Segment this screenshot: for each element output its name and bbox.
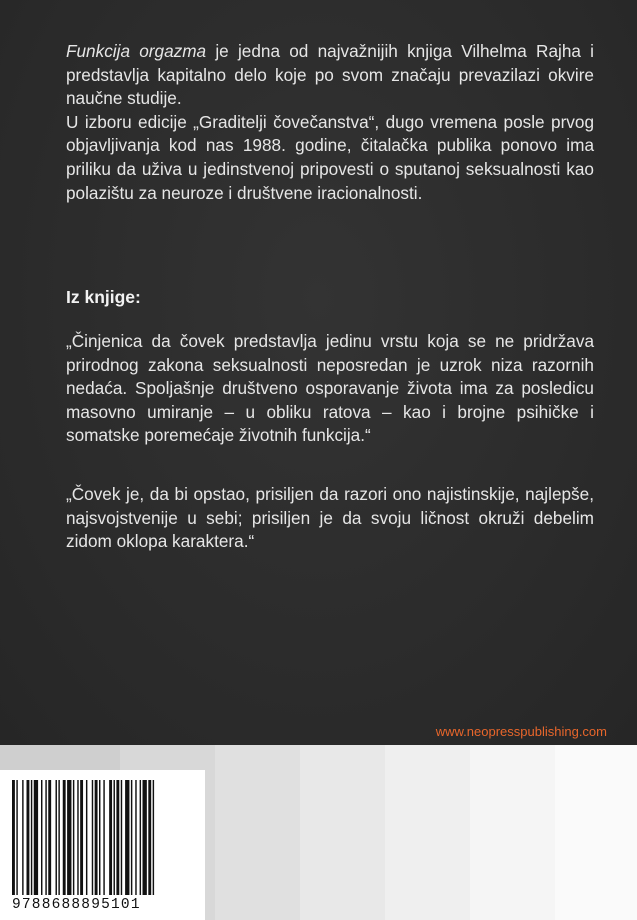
intro-text bbox=[66, 40, 594, 205]
barcode-bar bbox=[95, 780, 98, 895]
barcode-bar bbox=[103, 780, 104, 895]
intro-paragraph-1-rest: je jedna od najvažnijih knjiga Vilhelma Rajha i predstavlja kapitalno delo koje po svom značaju prevazilazi okvire naučne studije. bbox=[66, 41, 594, 109]
barcode-bar bbox=[41, 780, 42, 895]
publisher-website: www.neopresspublishing.com bbox=[435, 724, 607, 739]
barcode-bar bbox=[121, 780, 122, 895]
barcode-bar bbox=[31, 780, 32, 895]
stripe bbox=[215, 745, 300, 920]
barcode-bar bbox=[116, 780, 119, 895]
barcode-bar bbox=[109, 780, 112, 895]
barcode-bar bbox=[140, 780, 141, 895]
barcode-bars bbox=[12, 780, 198, 895]
barcode-bar bbox=[143, 780, 147, 895]
quote-1-text: „Činjenica da čovek predstavlja jedinu vrstu koja se ne pridržava prirodnog zakona seksualnosti neposredan je uzrok niza razornih nedaća. Spoljašnje društveno osporavanje života ima za posledicu masovno umiranje – u obliku ratova – kao i brojne psihičke i somatske poremećaje životnih funkcija.“ bbox=[66, 331, 594, 446]
book-title-italic: Funkcija orgazma bbox=[66, 41, 207, 61]
barcode-bar bbox=[114, 780, 115, 895]
stripe bbox=[385, 745, 470, 920]
barcode-bar bbox=[45, 780, 46, 895]
isbn-number: 9788688895101 bbox=[12, 897, 141, 913]
intro-paragraph-2: U izboru edicije „Graditelji čovečanstva“, dugo vremena posle prvog objavljivanja kod nas 1988. godine, čitalačka publika ponovo ima priliku da uživa u jedinstvenoj pripovesti o sputanoj seksualnosti kao polazištu za neuroze i društvene iracionalnosti. bbox=[66, 111, 594, 203]
barcode-bar bbox=[16, 780, 17, 895]
barcode-bar bbox=[67, 780, 71, 895]
barcode-bar bbox=[135, 780, 136, 895]
section-heading: Iz knjige: bbox=[66, 287, 141, 307]
barcode-bar bbox=[80, 780, 83, 895]
stripe bbox=[555, 745, 637, 920]
quote-1 bbox=[66, 330, 594, 448]
quote-2-text: „Čovek je, da bi opstao, prisiljen da razori ono najistinskije, najlepše, najsvojstvenije u sebi; prisiljen je da svoju ličnost okruži debelim zidom oklopa karaktera.“ bbox=[66, 484, 594, 552]
barcode-bar bbox=[131, 780, 132, 895]
barcode-bar bbox=[86, 780, 87, 895]
quote-2 bbox=[66, 483, 594, 554]
barcode-bar bbox=[153, 780, 154, 895]
barcode-bar bbox=[99, 780, 100, 895]
barcode-bar bbox=[92, 780, 93, 895]
stripe bbox=[470, 745, 555, 920]
barcode-bar bbox=[125, 780, 129, 895]
stripe bbox=[300, 745, 385, 920]
barcode-bar bbox=[22, 780, 23, 895]
intro-paragraph-1 bbox=[66, 40, 594, 111]
barcode-bar bbox=[77, 780, 78, 895]
barcode-bar bbox=[27, 780, 30, 895]
barcode bbox=[0, 770, 205, 920]
barcode-bar bbox=[63, 780, 66, 895]
barcode-bar bbox=[48, 780, 51, 895]
barcode-bar bbox=[58, 780, 59, 895]
barcode-bar bbox=[73, 780, 74, 895]
barcode-bar bbox=[12, 780, 15, 895]
barcode-bar bbox=[56, 780, 57, 895]
barcode-bar bbox=[148, 780, 151, 895]
barcode-bar bbox=[34, 780, 38, 895]
